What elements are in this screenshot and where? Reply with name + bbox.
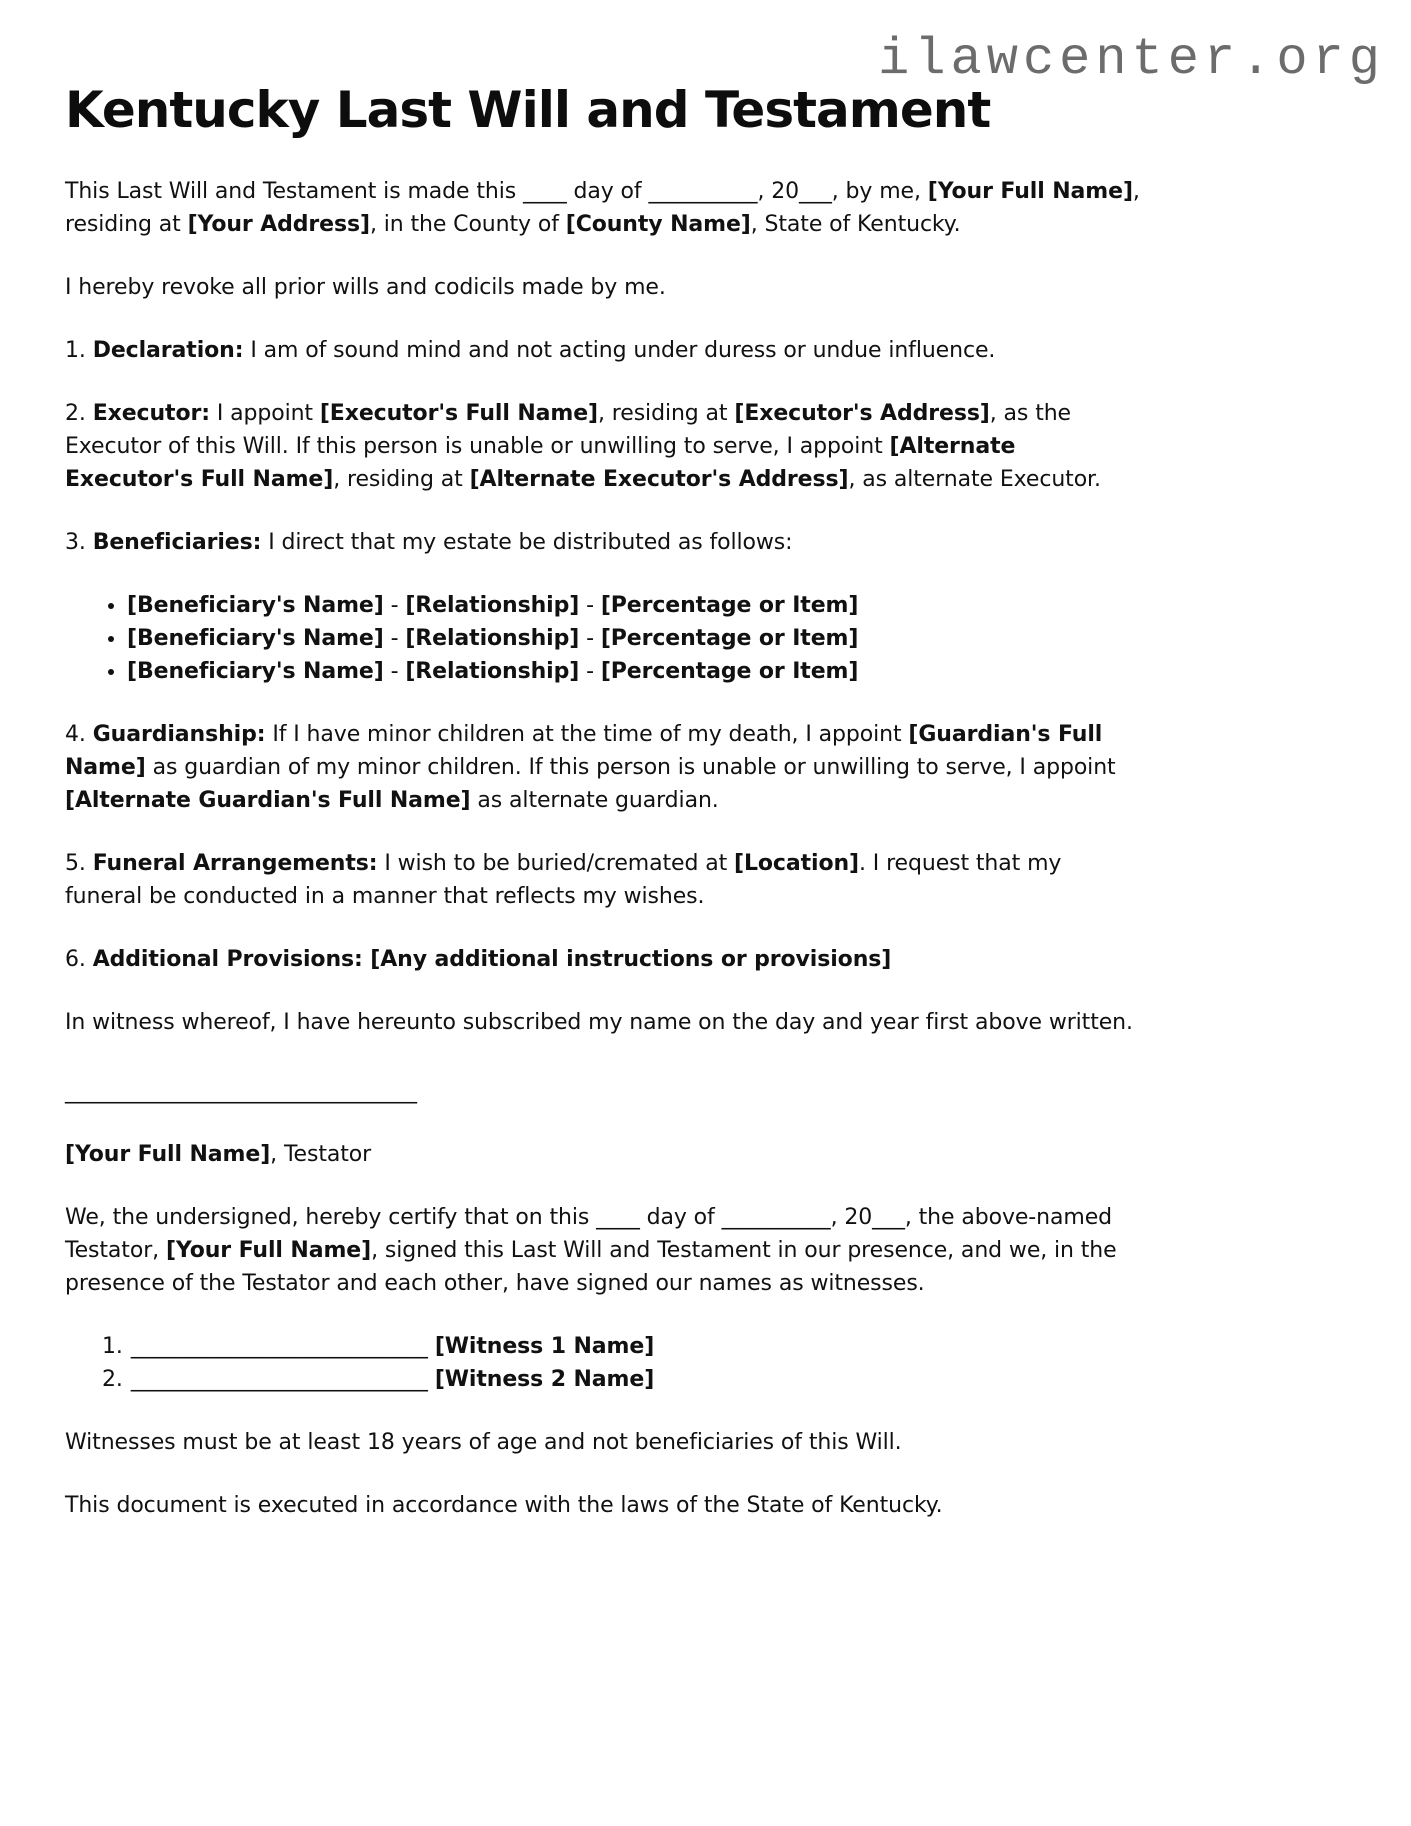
- witness-number: 2.: [102, 1366, 123, 1392]
- witness-line-2: [102, 1363, 1145, 1396]
- witness-name-placeholder: [Witness 1 Name]: [434, 1333, 655, 1359]
- witness-signature-blank: ___________________________: [130, 1366, 428, 1392]
- witness-age-note: Witnesses must be at least 18 years of age and not beneficiaries of this Will.: [65, 1429, 902, 1455]
- testator-signature-line: ________________________________: [65, 1078, 417, 1104]
- beneficiary-item: • [Beneficiary's Name] - [Relationship] - [Percentage or Item]: [127, 622, 1145, 655]
- document-body: [65, 175, 1145, 1522]
- clause-funeral: 5. Funeral Arrangements: I wish to be buried/cremated at [Location]. I request that my funeral be conducted in a manner that reflects my wishes.: [65, 850, 1062, 909]
- witness-name-placeholder: [Witness 2 Name]: [434, 1366, 655, 1392]
- witness-signature-blank: ___________________________: [130, 1333, 428, 1359]
- testator-name-line: [Your Full Name], Testator: [65, 1141, 372, 1167]
- clause-declaration: 1. Declaration: I am of sound mind and not acting under duress or undue influence.: [65, 337, 996, 363]
- clause-guardianship: 4. Guardianship: If I have minor children at the time of my death, I appoint [Guardian's Full Name] as guardian of my minor children. If this person is unable or unwilling to serve, I appoint [Alternate Guardian's Full Name] as alternate guardian.: [65, 721, 1116, 813]
- beneficiary-item: • [Beneficiary's Name] - [Relationship] - [Percentage or Item]: [127, 655, 1145, 688]
- clause-additional-provisions: 6. Additional Provisions: [Any additional instructions or provisions]: [65, 946, 892, 972]
- document-title: Kentucky Last Will and Testament: [65, 81, 991, 139]
- witness-certification-paragraph: We, the undersigned, hereby certify that on this ____ day of __________, 20___, the above-named Testator, [Your Full Name], signed this Last Will and Testament in our presence, and we, in the presence of the Testator and each other, have signed our names as witnesses.: [65, 1204, 1117, 1296]
- beneficiary-list: [65, 589, 1145, 688]
- clause-beneficiaries: 3. Beneficiaries: I direct that my estate be distributed as follows:: [65, 529, 793, 555]
- witness-number: 1.: [102, 1333, 123, 1359]
- clause-executor: 2. Executor: I appoint [Executor's Full Name], residing at [Executor's Address], as the Executor of this Will. If this person is unable or unwilling to serve, I appoint [Alternate Executor's Full Name], residing at [Alternate Executor's Address], as alternate Executor.: [65, 400, 1101, 492]
- execution-note: This document is executed in accordance with the laws of the State of Kentucky.: [65, 1492, 943, 1518]
- revocation-paragraph: I hereby revoke all prior wills and codicils made by me.: [65, 274, 666, 300]
- witness-signature-list: [65, 1330, 1145, 1396]
- intro-paragraph: This Last Will and Testament is made this ____ day of __________, 20___, by me, [Your Full Name], residing at [Your Address], in the County of [County Name], State of Kentucky.: [65, 178, 1140, 237]
- in-witness-paragraph: In witness whereof, I have hereunto subscribed my name on the day and year first above written.: [65, 1009, 1133, 1035]
- watermark-text: ilawcenter.org: [878, 30, 1385, 89]
- witness-line-1: [102, 1330, 1145, 1363]
- beneficiary-item: • [Beneficiary's Name] - [Relationship] - [Percentage or Item]: [127, 589, 1145, 622]
